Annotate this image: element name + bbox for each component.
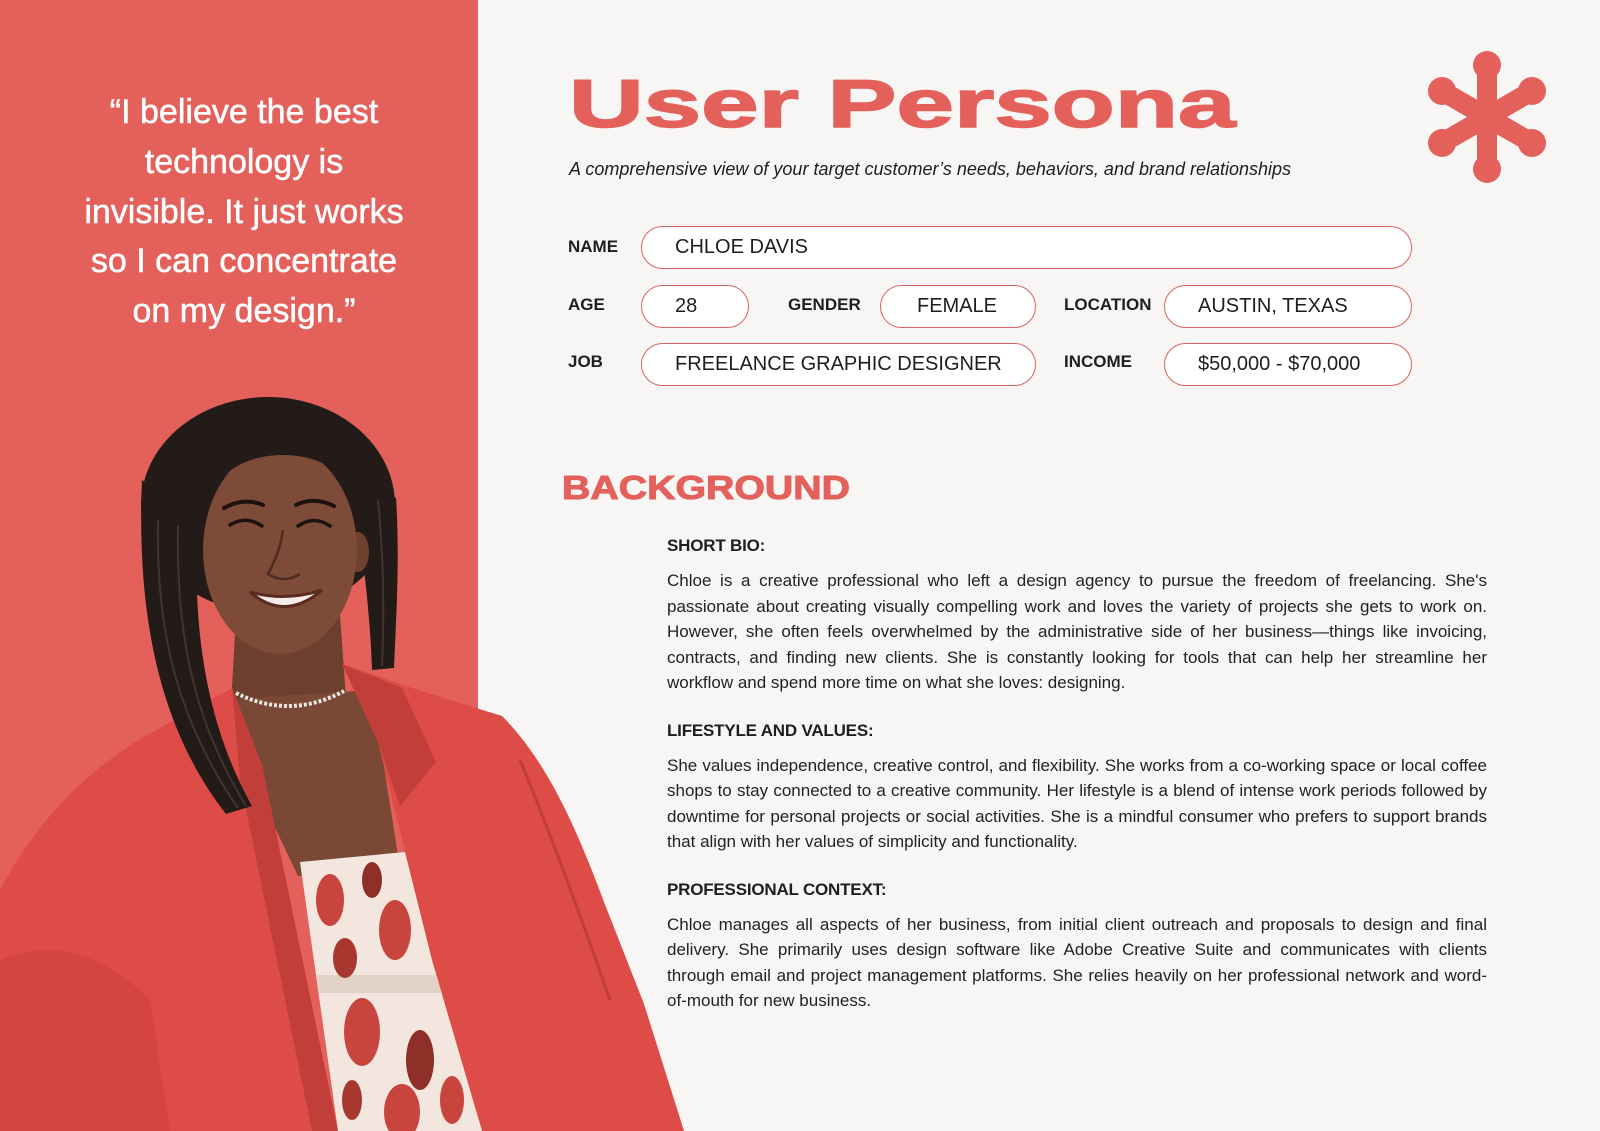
income-label: INCOME bbox=[1064, 352, 1132, 371]
gender-label: GENDER bbox=[788, 295, 861, 314]
location-label: LOCATION bbox=[1064, 295, 1152, 314]
section-text: Chloe manages all aspects of her business, from initial client outreach and proposals to design and final delivery. She primarily uses design software like Adobe Creative Suite and communicates with clients through email and project management platforms. She relies heavily on her professional network and word-of-mouth for new business. bbox=[667, 914, 1487, 1010]
background-sections bbox=[667, 535, 1487, 1014]
location-field: AUSTIN, TEXAS bbox=[1164, 285, 1412, 328]
page-subtitle: A comprehensive view of your target customer’s needs, behaviors, and brand relationships bbox=[569, 159, 1292, 179]
lifestyle-section bbox=[667, 720, 1487, 855]
background-heading: BACKGROUND bbox=[562, 469, 850, 506]
gender-field: FEMALE bbox=[880, 285, 1036, 328]
quote-line: invisible. It just works bbox=[84, 192, 404, 231]
job-field: FREELANCE GRAPHIC DESIGNER bbox=[641, 343, 1036, 386]
persona-quote bbox=[0, 88, 478, 337]
section-text: She values independence, creative control, and flexibility. She works from a co-working space or local coffee shops to stay connected to a creative community. Her lifestyle is a blend of intense work periods followed by downtime for personal projects or social activities. She is a mindful consumer who prefers to support brands that align with her values of simplicity and functionality. bbox=[667, 755, 1487, 851]
name-label: NAME bbox=[568, 237, 619, 256]
page-title: User Persona bbox=[569, 66, 1236, 142]
section-heading: PROFESSIONAL CONTEXT: bbox=[667, 879, 887, 899]
short-bio-section bbox=[667, 535, 1487, 696]
section-text: Chloe is a creative professional who left a design agency to pursue the freedom of freelancing. She's passionate about creating visually compelling work and loves the variety of projects she gets to work on. However, she often feels overwhelmed by the administrative side of her business—things like invoicing, contracts, and finding new clients. She is constantly looking for tools that can help her streamline her workflow and spend more time on what she loves: designing. bbox=[667, 571, 1487, 692]
section-heading: SHORT BIO: bbox=[667, 536, 766, 555]
quote-line: “I believe the best bbox=[109, 93, 379, 131]
name-field: CHLOE DAVIS bbox=[641, 226, 1412, 269]
quote-line: so I can concentrate bbox=[90, 242, 398, 281]
age-field: 28 bbox=[641, 285, 749, 328]
quote-line: technology is bbox=[144, 142, 344, 181]
job-label: JOB bbox=[568, 352, 603, 371]
professional-context-section bbox=[667, 879, 1487, 1014]
quote-line: on my design.” bbox=[132, 292, 356, 331]
section-heading: LIFESTYLE AND VALUES: bbox=[667, 720, 874, 740]
asterisk-icon bbox=[1417, 47, 1557, 187]
income-field: $50,000 - $70,000 bbox=[1164, 343, 1412, 386]
face bbox=[203, 446, 357, 654]
age-label: AGE bbox=[568, 295, 605, 314]
